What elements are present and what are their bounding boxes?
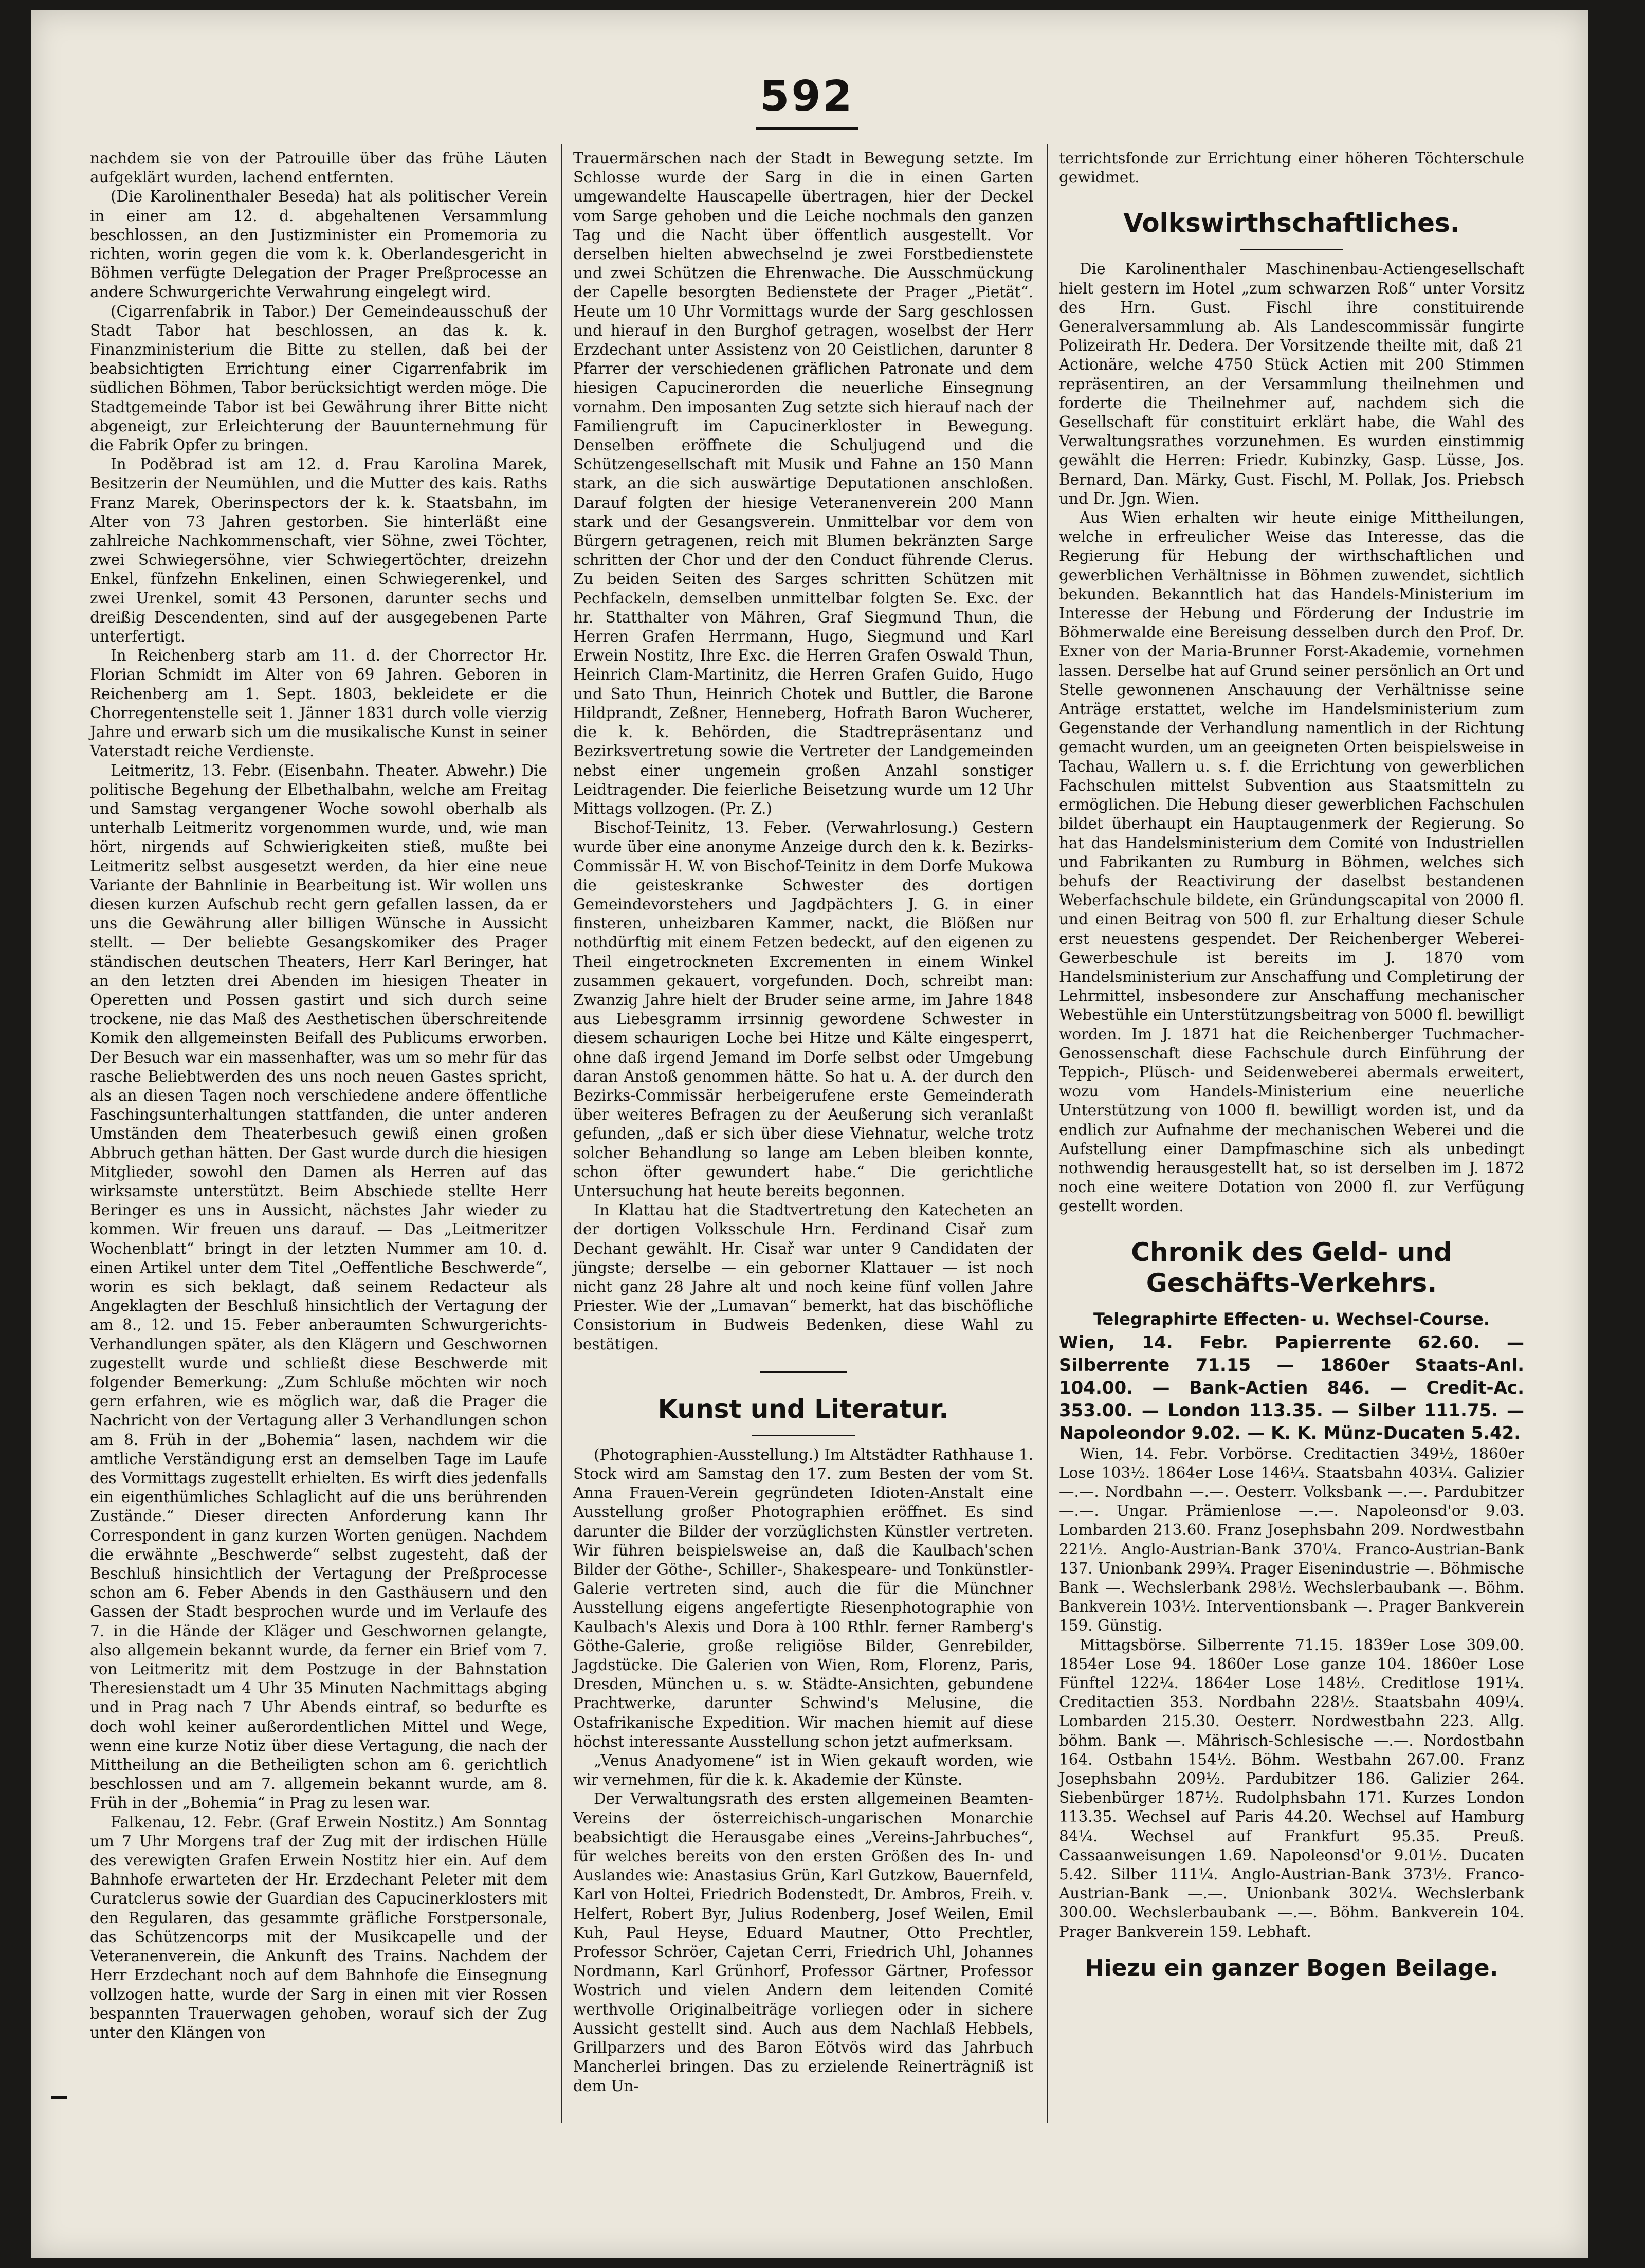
article-paragraph: Bischof-Teinitz, 13. Feber. (Verwahrlosung.) Gestern wurde über eine anonyme Anzeige durch den k. k. Bezirks-Commissär H. W. von Bischof-Teinitz in dem Dorfe Mukowa die geisteskranke Schwester des dortigen Gemeindevorstehers und Jagdpächters J. G. in einer finsteren, unheizbaren Kammer, nackt, die Blößen nur nothdürftig mit einem Fetzen bedeckt, auf den eigenen zu Theil eingetrockneten Excrementen in einem Winkel zusammen gekauert, vorgefunden. Doch, schreibt man: Zwanzig Jahre hielt der Bruder seine arme, im Jahre 1848 aus Liebesgramm irrsinnig gewordene Schwester in diesem schaurigen Loche bei Hitze und Kälte eingesperrt, ohne daß irgend Jemand im Dorfe selbst oder Umgebung daran Anstoß genommen hätte. So hat u. A. der durch den Bezirks-Commissär herbeigerufene erste Gemeinderath über weiteres Befragen zu der Aeußerung sich veranlaßt gefunden, „daß er sich über diese Viehnatur, welche trotz solcher Behandlung so lange am Leben bleiben konnte, schon öfter gewundert habe.“ Die gerichtliche Untersuchung hat heute bereits begonnen.	[573, 819, 1033, 1200]
heading-underline	[752, 1435, 855, 1436]
article-paragraph: terrichtsfonde zur Errichtung einer höheren Töchterschule gewidmet.	[1059, 150, 1524, 187]
margin-mark	[51, 2096, 67, 2099]
section-heading-kunst: Kunst und Literatur.	[657, 1394, 949, 1424]
exchange-report: Wien, 14. Febr. Vorbörse. Creditactien 349½, 1860er Lose 103½. 1864er Lose 146¼. Staatsbahn 403¼. Galizier —.—. Nordbahn —.—. Oesterr. Volksbank —.—. Pardubitzer —.—. Ungar. Prämienlose —.—. Napoleonsd'or 9.03. Lombarden 213.60. Franz Josephsbahn 209. Nordwestbahn 221½. Anglo-Austrian-Bank 370¼. Franco-Austrian-Bank 137. Unionbank 299¾. Prager Eisenindustrie —. Böhmische Bank —. Wechslerbank 298½. Wechslerbaubank —. Böhm. Bankverein 103½. Interventionsbank —. Prager Bankverein 159. Günstig.	[1059, 1444, 1524, 1635]
column-2	[573, 149, 1033, 2095]
column-divider	[1047, 144, 1048, 2123]
page-number: 592	[760, 72, 854, 121]
article-paragraph: Falkenau, 12. Febr. (Graf Erwein Nostitz.) Am Sonntag um 7 Uhr Morgens traf der Zug mit der irdischen Hülle des verewigten Grafen Erwein Nostitz hier ein. Auf dem Bahnhofe erwarteten der Hr. Erzdechant Peleter mit dem Curatclerus sowie der Guardian des Capucinerklosters mit den Regularen, das gesammte gräfliche Forstpersonale, das Schützencorps mit der Musikcapelle und der Veteranenverein, die Ankunft des Trains. Nachdem der Herr Erzdechant noch auf dem Bahnhofe die Einsegnung vollzogen hatte, wurde der Sarg in einen mit vier Rossen bespannten Trauerwagen gehoben, worauf sich der Zug unter den Klängen von	[90, 1813, 547, 2041]
article-paragraph: In Poděbrad ist am 12. d. Frau Karolina Marek, Besitzerin der Neumühlen, und die Mutter des kais. Raths Franz Marek, Oberinspectors der k. k. Staatsbahn, im Alter von 73 Jahren gestorben. Sie hinterläßt eine zahlreiche Nachkommenschaft, vier Söhne, zwei Töchter, zwei Schwiegersöhne, vier Schwiegertöchter, dreizehn Enkel, fünfzehn Enkelinen, einen Schwiegerenkel, und zwei Urenkel, somit 43 Personen, darunter sechs und dreißig Descendenten, sind auf der ausgegebenen Parte unterfertigt.	[90, 455, 547, 646]
article-paragraph: Die Karolinenthaler Maschinenbau-Actiengesellschaft hielt gestern im Hotel „zum schwarzen Roß“ unter Vorsitz des Hrn. Gust. Fischl ihre constituirende Generalversammlung ab. Als Landescommissär fungirte Polizeirath Hr. Dedera. Der Vorsitzende theilte mit, daß 21 Actionäre, welche 4750 Stück Actien mit 200 Stimmen repräsentiren, an der Versammlung theilnehmen und forderte die Theilnehmer auf, nachdem sich die Gesellschaft für constituirt erklärt habe, die Wahl des Verwaltungsrathes vorzunehmen. Es wurden einstimmig gewählt die Herren: Friedr. Kubinzky, Gasp. Lüsse, Jos. Bernard, Dan. Märky, Gust. Fischl, M. Pollak, Jos. Priebsch und Dr. Jgn. Wien.	[1059, 260, 1524, 507]
column-3	[1059, 149, 1524, 2154]
article-paragraph: nachdem sie von der Patrouille über das frühe Läuten aufgeklärt wurden, lachend entfernten.	[90, 150, 547, 187]
section-heading-volkswirthschaft: Volkswirthschaftliches.	[1123, 208, 1460, 239]
supplement-note: Hiezu ein ganzer Bogen Beilage.	[1085, 1954, 1498, 1981]
article-paragraph: Leitmeritz, 13. Febr. (Eisenbahn. Theater. Abwehr.) Die politische Begehung der Elbethalbahn, welche am Freitag und Samstag vergangener Woche sowohl oberhalb als unterhalb Leitmeritz vorgenommen wurde, und, wie man hört, nirgends auf Schwierigkeiten stieß, mußte bei Leitmeritz selbst ausgesetzt werden, da hier eine neue Variante der Bahnlinie in Bearbeitung ist. Wir wollen uns diesen kurzen Aufschub recht gern gefallen lassen, da er uns die Gewährung aller billigen Wünsche in Aussicht stellt. — Der beliebte Gesangskomiker des Prager ständischen deutschen Theaters, Herr Karl Beringer, hat an den letzten drei Abenden im hiesigen Theater in Operetten und Possen gastirt und sich durch seine trockene, nie das Maß des Aesthetischen überschreitende Komik den allgemeinsten Beifall des Publicums erworben. Der Besuch war ein massenhafter, was um so mehr für das rasche Beliebtwerden des uns noch neuen Gastes spricht, als an diesen Tagen noch verschiedene andere öffentliche Faschingsunterhaltungen stattfanden, die unter anderen Umständen dem Theaterbesuch gewiß einen großen Abbruch gethan hätten. Der Gast wurde durch die hiesigen Mitglieder, sowohl den Damen als Herren auf das wirksamste unterstützt. Beim Abschiede stellte Herr Beringer es uns in Aussicht, nächstes Jahr wieder zu kommen. Wir freuen uns darauf. — Das „Leitmeritzer Wochenblatt“ bringt in der letzten Nummer am 10. d. einen Artikel unter dem Titel „Oeffentliche Beschwerde“, worin es sich beklagt, daß seinem Redacteur als Angeklagten der Beschluß hinsichtlich der Vertagung der am 8., 12. und 15. Feber anberaumten Schwurgerichts-Verhandlungen später, als den Klägern und Geschwornen zugestellt wurde und schließt diese Beschwerde mit folgender Bemerkung: „Zum Schluße möchten wir noch gern erfahren, wie es möglich war, daß die Prager die Nachricht von der Vertagung aller 3 Verhandlungen schon am 8. Früh in der „Bohemia“ lasen, nachdem wir die amtliche Verständigung erst an demselben Tage im Laufe des Vormittags zugestellt erhielten. Es wirft dies jedenfalls ein eigenthümliches Schlaglicht auf die uns berührenden Zustände.“ Dieser directen Anforderung kann Ihr Correspondent in ganz kurzen Worten genügen. Nachdem die erwähnte „Beschwerde“ selbst zugesteht, daß der Beschluß hinsichtlich der Vertagung der Preßprocesse schon am 6. Feber Abends in den Gasthäusern und den Gassen der Stadt besprochen wurde und im Verlaufe des 7. in die Hände der Kläger und Geschwornen gelangte, also allgemein bekannt wurde, da ferner ein Brief vom 7. von Leitmeritz mit dem Postzuge in der Bahnstation Theresienstadt um 4 Uhr 35 Minuten Nachmittags abging und in Prag nach 7 Uhr Abends eintraf, so bedurfte es doch wohl keiner außerordentlichen Mittel und Wege, wenn eine kurze Notiz über diese Vertagung, die nach der Mittheilung an die Betheiligten schon am 6. gerichtlich beschlossen und am 7. allgemein bekannt wurde, am 8. Früh in der „Bohemia“ in Prag zu lesen war.	[90, 761, 547, 1812]
article-paragraph: „Venus Anadyomene“ ist in Wien gekauft worden, wie wir vernehmen, für die k. k. Akademie der Künste.	[573, 1752, 1033, 1789]
page-number-underline	[756, 127, 858, 130]
article-paragraph: In Reichenberg starb am 11. d. der Chorrector Hr. Florian Schmidt im Alter von 69 Jahren. Geboren in Reichenberg am 1. Sept. 1803, bekleidete er die Chorregentenstelle seit 1. Jänner 1831 durch volle vierzig Jahre und erwarb sich um die musikalische Kunst in seiner Vaterstadt reiche Verdienste.	[90, 647, 547, 760]
article-paragraph: (Die Karolinenthaler Beseda) hat als politischer Verein in einer am 12. d. abgehaltenen Versammlung beschlossen, an den Justizminister ein Promemoria zu richten, worin gegen die vom k. k. Oberlandesgericht in Böhmen verfügte Delegation der Prager Preßprocesse an andere Schwurgerichte Verwahrung eingelegt wird.	[90, 188, 547, 301]
article-paragraph: Der Verwaltungsrath des ersten allgemeinen Beamten-Vereins der österreichisch-ungarischen Monarchie beabsichtigt die Herausgabe eines „Vereins-Jahrbuches“, für welches bereits von den ersten Größen des In- und Auslandes wie: Anastasius Grün, Karl Gutzkow, Bauernfeld, Karl von Holtei, Friedrich Bodenstedt, Dr. Ambros, Freih. v. Helfert, Robert Byr, Julius Rodenberg, Josef Weilen, Emil Kuh, Paul Heyse, Eduard Mautner, Otto Prechtler, Professor Schröer, Cajetan Cerri, Friedrich Uhl, Johannes Nordmann, Karl Grünhorf, Professor Gärtner, Professor Wostrich und vielen Andern dem leitenden Comité werthvolle Originalbeiträge vorliegen oder in sichere Aussicht gestellt sind. Auch aus dem Nachlaß Hebbels, Grillparzers und des Baron Eötvös wird das Jahrbuch Mancherlei bringen. Das zu erzielende Reinerträgniß ist dem Un-	[573, 1790, 1033, 2095]
article-paragraph: Aus Wien erhalten wir heute einige Mittheilungen, welche in erfreulicher Weise das Interesse, das die Regierung für Hebung der wirthschaftlichen und gewerblichen Verhältnisse in Böhmen zuwendet, sichtlich bekunden. Bekanntlich hat das Handels-Ministerium im Interesse der Hebung und Förderung der Industrie im Böhmerwalde eine Bereisung desselben durch den Prof. Dr. Exner von der Maria-Brunner Forst-Akademie, vornehmen lassen. Derselbe hat auf Grund seiner persönlich an Ort und Stelle gewonnenen Anschauung der Verhältnisse seine Anträge erstattet, welche im Handelsministerium zum Gegenstande der Verhandlung namentlich in der Richtung gemacht wurden, um an geeigneten Orten beispielsweise in Tachau, Wallern u. s. f. die Errichtung von gewerblichen Fachschulen mittelst Subvention aus Staatsmitteln zu ermöglichen. Die Hebung dieser gewerblichen Fachschulen bildet überhaupt ein Hauptaugenmerk der Regierung. So hat das Handelsministerium dem Comité von Industriellen und Fabrikanten zu Rumburg in Böhmen, welches sich behufs der Reactivirung der daselbst bestandenen Weberfachschule bildete, ein Gründungscapital von 2000 fl. und einen Beitrag von 500 fl. zur Erhaltung dieser Schule erst neuestens gespendet. Der Reichenberger Weberei-Gewerbeschule ist bereits im J. 1870 vom Handelsministerium zur Anschaffung und Completirung der Lehrmittel, insbesondere zur Anschaffung mechanischer Webestühle ein Unterstützungsbeitrag von 5000 fl. bewilligt worden. Im J. 1871 hat die Reichenberger Tuchmacher-Genossenschaft diese Fachschule durch Einführung der Teppich-, Plüsch- und Seidenweberei abermals erweitert, wozu vom Handels-Ministerium eine neuerliche Unterstützung von 1000 fl. bewilligt worden ist, und da endlich zur Aufnahme der mechanischen Weberei und die Aufstellung einer Dampfmaschine sich als unbedingt nothwendig herausgestellt hat, so ist derselben im J. 1872 noch eine weitere Dotation von 2000 fl. zur Verfügung gestellt worden.	[1059, 509, 1524, 1215]
article-paragraph: In Klattau hat die Stadtvertretung den Katecheten an der dortigen Volksschule Hrn. Ferdinand Cisař zum Dechant gewählt. Hr. Cisař war unter 9 Candidaten der jüngste; derselbe — ein geborner Klattauer — ist noch nicht ganz 28 Jahre alt und noch keine fünf vollen Jahre Priester. Wie der „Lumavan“ bemerkt, hat das bischöfliche Consistorium in Budweis Bedenken, diese Wahl zu bestätigen.	[573, 1201, 1033, 1353]
section-separator	[760, 1371, 847, 1373]
section-heading-chronik: Chronik des Geld- und Geschäfts-Verkehrs.	[1131, 1237, 1452, 1298]
exchange-report: Mittagsbörse. Silberrente 71.15. 1839er Lose 309.00. 1854er Lose 94. 1860er Lose ganze 104. 1860er Lose Fünftel 122¼. 1864er Lose 148½. Creditlose 191¼. Creditactien 353. Nordbahn 228½. Staatsbahn 409¼. Lombarden 215.30. Oesterr. Nordwestbahn 223. Allg. böhm. Bank —. Mährisch-Schlesische —.—. Nordostbahn 164. Ostbahn 154½. Böhm. Westbahn 267.00. Franz Josephsbahn 209½. Pardubitzer 186. Galizier 264. Siebenbürger 187½. Rudolphsbahn 171. Kurzes London 113.35. Wechsel auf Paris 44.20. Wechsel auf Hamburg 84¼. Wechsel auf Frankfurt 95.35. Preuß. Cassaanweisungen 1.69. Napoleonsd'or 9.01½. Ducaten 5.42. Silber 111¼. Anglo-Austrian-Bank 373½. Franco-Austrian-Bank —.—. Unionbank 302¼. Wechslerbank 300.00. Wechslerbaubank —.—. Böhm. Bankverein 104. Prager Bankverein 159. Lebhaft.	[1059, 1636, 1524, 1941]
article-paragraph: (Photographien-Ausstellung.) Im Altstädter Rathhause 1. Stock wird am Samstag den 17. zum Besten der vom St. Anna Frauen-Verein gegründeten Idioten-Anstalt eine Ausstellung großer Photographien eröffnet. Es sind darunter die Bilder der vorzüglichsten Künstler vertreten. Wir führen beispielsweise an, daß die Kaulbach'schen Bilder der Göthe-, Schiller-, Shakespeare- und Tonkünstler-Galerie vertreten sind, auch die für die Münchner Ausstellung eigens angefertigte Riesenphotographie von Kaulbach's Alexis und Dora à 100 Rthlr. ferner Ramberg's Göthe-Galerie, große religiöse Bilder, Genrebilder, Jagdstücke. Die Galerien von Wien, Rom, Florenz, Paris, Dresden, München u. s. w. Städte-Ansichten, gebundene Prachtwerke, darunter Schwind's Melusine, die Ostafrikanische Expedition. Wir machen hiemit auf diese höchst interessante Ausstellung schon jetzt aufmerksam.	[573, 1446, 1033, 1750]
column-1	[90, 149, 547, 2072]
column-divider	[561, 144, 562, 2123]
heading-underline	[1240, 249, 1343, 250]
telegraph-quotes: Wien, 14. Febr. Papierrente 62.60. — Silberrente 71.15 — 1860er Staats-Anl. 104.00. — Bank-Actien 846. — Credit-Ac. 353.00. — London 113.35. — Silber 111.75. — Napoleondor 9.02. — K. K. Münz-Ducaten 5.42.	[1059, 1332, 1524, 1443]
article-paragraph: Trauermärschen nach der Stadt in Bewegung setzte. Im Schlosse wurde der Sarg in die in einen Garten umgewandelte Hauscapelle übertragen, hier der Deckel vom Sarge gehoben und die Leiche nochmals den ganzen Tag und die Nacht über öffentlich ausgestellt. Vor derselben hielten abwechselnd je zwei Forstbedienstete und zwei Schützen die Ehrenwache. Die Ausschmückung der Capelle besorgten Bedienstete der Prager „Pietät“. Heute um 10 Uhr Vormittags wurde der Sarg geschlossen und hierauf in den Burghof getragen, woselbst der Herr Erzdechant unter Assistenz von 20 Geistlichen, darunter 8 Pfarrer der verschiedenen gräflichen Patronate und dem hiesigen Capucinerorden die neuerliche Einsegnung vornahm. Den imposanten Zug setzte sich hierauf nach der Familiengruft im Capucinerkloster in Bewegung. Denselben eröffnete die Schuljugend und die Schützengesellschaft mit Musik und Fahne an 150 Mann stark, an die sich auswärtige Deputationen anschloßen. Darauf folgten der hiesige Veteranenverein 200 Mann stark und der Gesangsverein. Unmittelbar vor dem von Bürgern getragenen, reich mit Blumen bekränzten Sarge schritten der Chor und der den Conduct führende Clerus. Zu beiden Seiten des Sarges schritten Schützen mit Pechfackeln, demselben unmittelbar folgten Se. Exc. der hr. Statthalter von Mähren, Graf Siegmund Thun, die Herren Grafen Herrmann, Hugo, Siegmund und Karl Erwein Nostitz, Ihre Exc. die Herren Grafen Oswald Thun, Heinrich Clam-Martinitz, die Herren Grafen Guido, Hugo und Sato Thun, Heinrich Chotek und Buttler, die Barone Hildprandt, Zeßner, Henneberg, Hofrath Baron Wucherer, die k. k. Behörden, die Stadtrepräsentanz und Bezirksvertretung sowie die Vertreter der Landgemeinden nebst einer ungemein großen Anzahl sonstiger Leidtragender. Die feierliche Beisetzung wurde um 12 Uhr Mittags vollzogen. (Pr. Z.)	[573, 150, 1033, 817]
telegraph-heading: Telegraphirte Effecten- u. Wechsel-Course.	[1093, 1309, 1490, 1329]
article-paragraph: (Cigarrenfabrik in Tabor.) Der Gemeindeausschuß der Stadt Tabor hat beschlossen, an das k. k. Finanzministerium die Bitte zu stellen, daß bei der beabsichtigten Errichtung einer Cigarrenfabrik im südlichen Böhmen, Tabor berücksichtigt werden möge. Die Stadtgemeinde Tabor ist bei Gewährung ihrer Bitte nicht abgeneigt, zur Erleichterung der Bauunternehmung für die Fabrik Opfer zu bringen.	[90, 302, 547, 454]
